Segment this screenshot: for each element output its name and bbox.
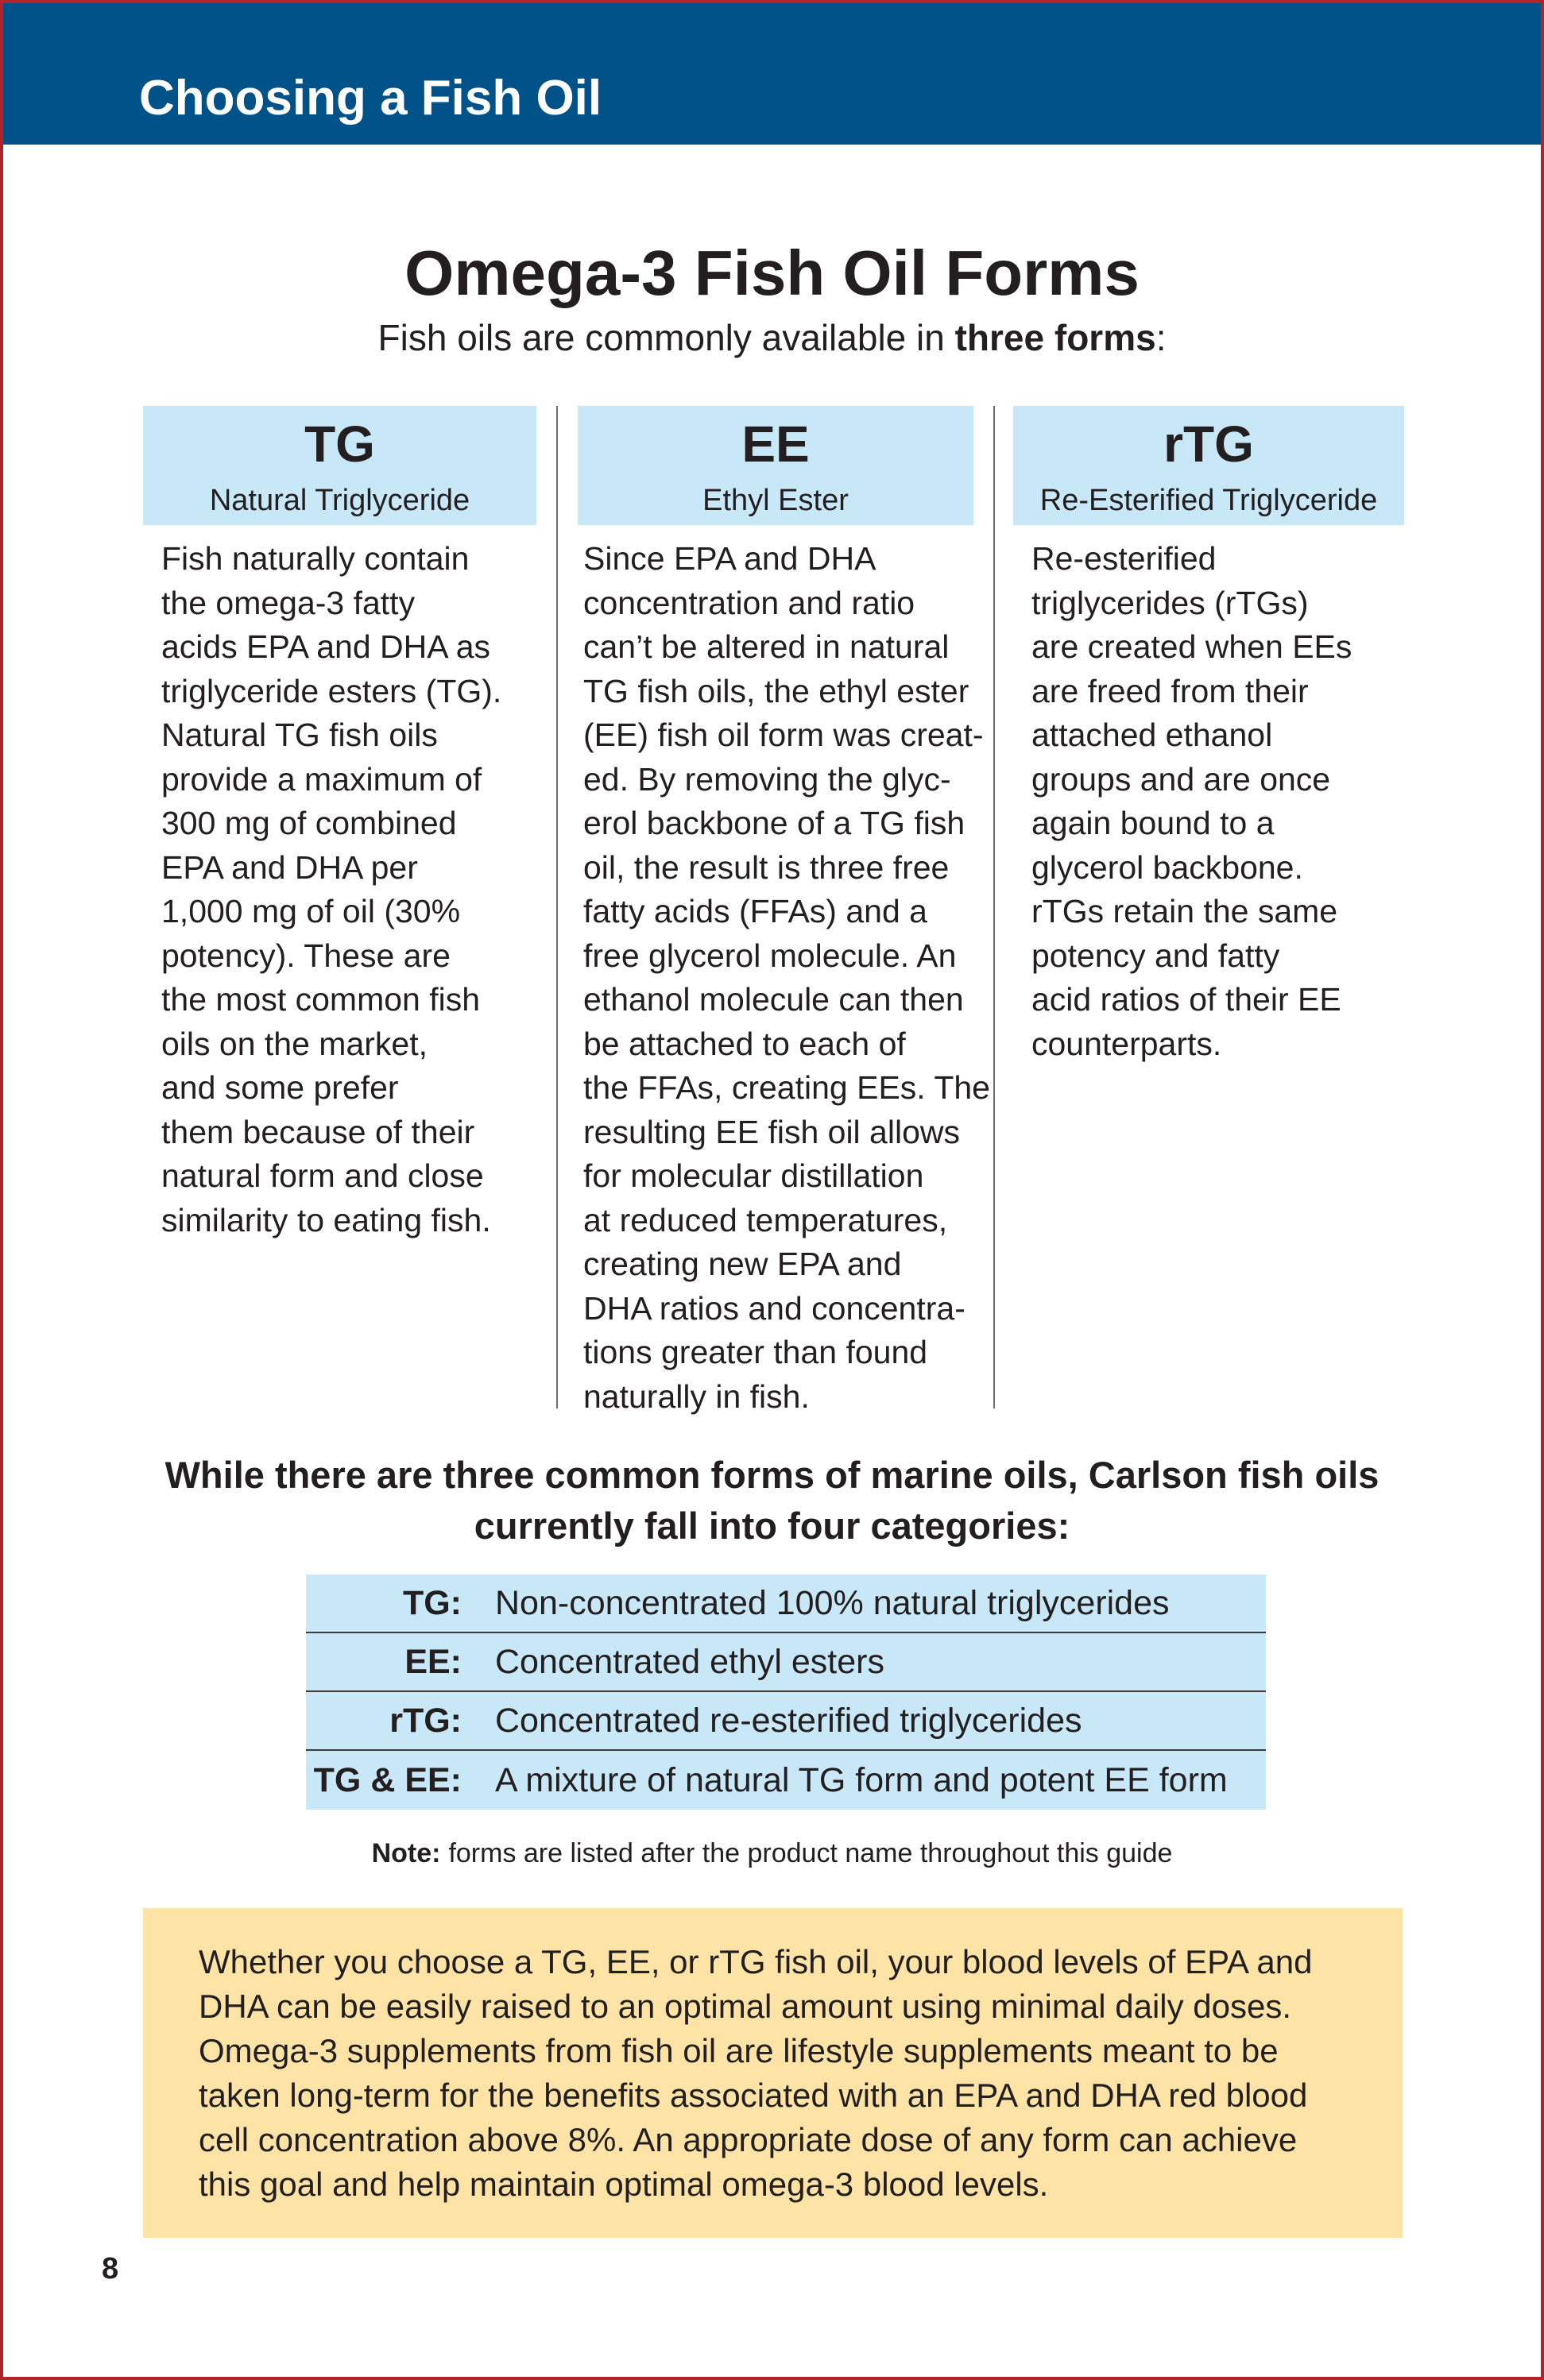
text-line: similarity to eating fish. (161, 1201, 491, 1238)
text-line: Natural TG fish oils (161, 717, 438, 753)
category-value: Concentrated re-esterified triglycerides (495, 1701, 1082, 1740)
form-header-tg (143, 406, 536, 525)
column-divider (993, 406, 995, 1408)
text-line: groups and are once (1031, 760, 1331, 798)
text-line: potency and fatty (1031, 937, 1280, 974)
text-line: free glycerol molecule. An (583, 937, 957, 974)
callout-box (143, 1908, 1403, 2238)
text-line: TG fish oils, the ethyl ester (583, 672, 969, 709)
form-abbr: rTG (1163, 415, 1254, 473)
category-key: rTG: (389, 1701, 462, 1740)
callout-line: Omega-3 supplements from fish oil are lifestyle supplements meant to be (199, 2032, 1279, 2069)
form-name: Ethyl Ester (702, 484, 849, 517)
text-line: the most common fish (161, 981, 481, 1018)
text-line: naturally in fish. (583, 1377, 810, 1415)
callout-line: taken long-term for the benefits associated with an EPA and DHA red blood (199, 2077, 1308, 2114)
column-divider (556, 406, 558, 1408)
category-value: Non-concentrated 100% natural triglycerides (495, 1583, 1170, 1622)
text-line: be attached to each of (583, 1025, 906, 1062)
page-number: 8 (102, 2252, 119, 2285)
text-line: are created when EEs (1031, 628, 1352, 665)
text-line: Re-esterified (1031, 540, 1217, 577)
text-line: (EE) fish oil form was creat- (583, 717, 984, 753)
table-row (306, 1751, 1266, 1810)
text-line: the omega-3 fatty (161, 584, 416, 621)
text-line: attached ethanol (1031, 717, 1273, 753)
category-key: TG: (402, 1583, 462, 1622)
callout-line: DHA can be easily raised to an optimal amount using minimal daily doses. (199, 1988, 1292, 2025)
header-title: Choosing a Fish Oil (139, 71, 602, 126)
callout-line: Whether you choose a TG, EE, or rTG fish oil, your blood levels of EPA and (199, 1943, 1313, 1980)
category-value: Concentrated ethyl esters (495, 1642, 884, 1681)
text-line: fatty acids (FFAs) and a (583, 893, 927, 929)
categories-table (306, 1574, 1266, 1810)
text-line: ed. By removing the glyc- (583, 760, 951, 798)
text-line: Since EPA and DHA (583, 540, 876, 577)
text-line: acids EPA and DHA as (161, 628, 491, 665)
text-line: resulting EE fish oil allows (583, 1113, 960, 1150)
text-line: potency). These are (161, 937, 451, 974)
text-line: erol backbone of a TG fish (583, 805, 965, 841)
intro-emphasis: four categories (787, 1505, 1058, 1547)
text-line: concentration and ratio (583, 584, 915, 621)
category-key: EE: (404, 1642, 462, 1681)
text-line: provide a maximum of (161, 760, 482, 798)
text-line: at reduced temperatures, (583, 1201, 948, 1238)
text-line: are freed from their (1031, 672, 1309, 709)
note-text: forms are listed after the product name throughout this guide (448, 1838, 1173, 1868)
text-line: glycerol backbone. (1031, 848, 1303, 886)
text-line: can’t be altered in natural (583, 628, 950, 665)
text-line: again bound to a (1031, 805, 1275, 841)
form-abbr: TG (304, 415, 375, 473)
form-description-rtg (1031, 537, 1397, 1066)
categories-intro-line: While there are three common forms of marine oils, Carlson fish oils (164, 1454, 1380, 1496)
text-line: tions greater than found (583, 1334, 928, 1370)
text-line: counterparts. (1031, 1025, 1222, 1062)
callout-line: this goal and help maintain optimal omega-3 blood levels. (199, 2166, 1049, 2203)
text-line: the FFAs, creating EEs. The (583, 1069, 990, 1106)
category-key: TG & EE: (313, 1760, 462, 1799)
subtitle-text: Fish oils are commonly available in (377, 317, 955, 358)
note-label: Note: (371, 1838, 441, 1868)
intro-colon: : (1057, 1505, 1070, 1547)
text-line: 1,000 mg of oil (30% (161, 893, 461, 929)
text-line: oil, the result is three free (583, 848, 950, 886)
text-line: creating new EPA and (583, 1246, 902, 1282)
form-description-tg (161, 537, 527, 1242)
page-title: Omega-3 Fish Oil Forms (404, 238, 1140, 308)
text-line: rTGs retain the same (1031, 893, 1338, 929)
text-line: triglycerides (rTGs) (1031, 584, 1309, 621)
text-line: 300 mg of combined (161, 805, 457, 841)
table-row (306, 1633, 1266, 1692)
text-line: and some prefer (161, 1069, 399, 1106)
categories-intro-line (0, 1501, 1544, 1551)
note (0, 1838, 1544, 1869)
text-line: ethanol molecule can then (583, 981, 964, 1018)
subtitle-emphasis: three forms (954, 317, 1156, 358)
text-line: Fish naturally contain (161, 540, 470, 577)
form-name: Natural Triglyceride (209, 484, 470, 517)
text-line: them because of their (161, 1113, 475, 1150)
intro-text: currently fall into (474, 1505, 788, 1547)
category-value: A mixture of natural TG form and potent EE form (495, 1760, 1228, 1799)
text-line: acid ratios of their EE (1031, 981, 1341, 1018)
form-name: Re-Esterified Triglyceride (1039, 484, 1378, 517)
text-line: DHA ratios and concentra- (583, 1289, 965, 1327)
form-abbr: EE (741, 415, 810, 473)
page-subtitle (0, 316, 1544, 359)
table-row (306, 1574, 1266, 1633)
subtitle-colon: : (1155, 317, 1167, 358)
text-line: EPA and DHA per (161, 848, 418, 886)
categories-intro (0, 1450, 1544, 1551)
text-line: triglyceride esters (TG). (161, 672, 502, 709)
text-line: natural form and close (161, 1157, 484, 1194)
text-line: oils on the market, (161, 1025, 428, 1062)
form-description-ee (583, 537, 990, 1419)
text-line: for molecular distillation (583, 1157, 924, 1194)
table-row (306, 1692, 1266, 1751)
form-header-rtg (1013, 406, 1404, 525)
form-header-ee (578, 406, 973, 525)
callout-line: cell concentration above 8%. An appropriate dose of any form can achieve (199, 2121, 1298, 2158)
